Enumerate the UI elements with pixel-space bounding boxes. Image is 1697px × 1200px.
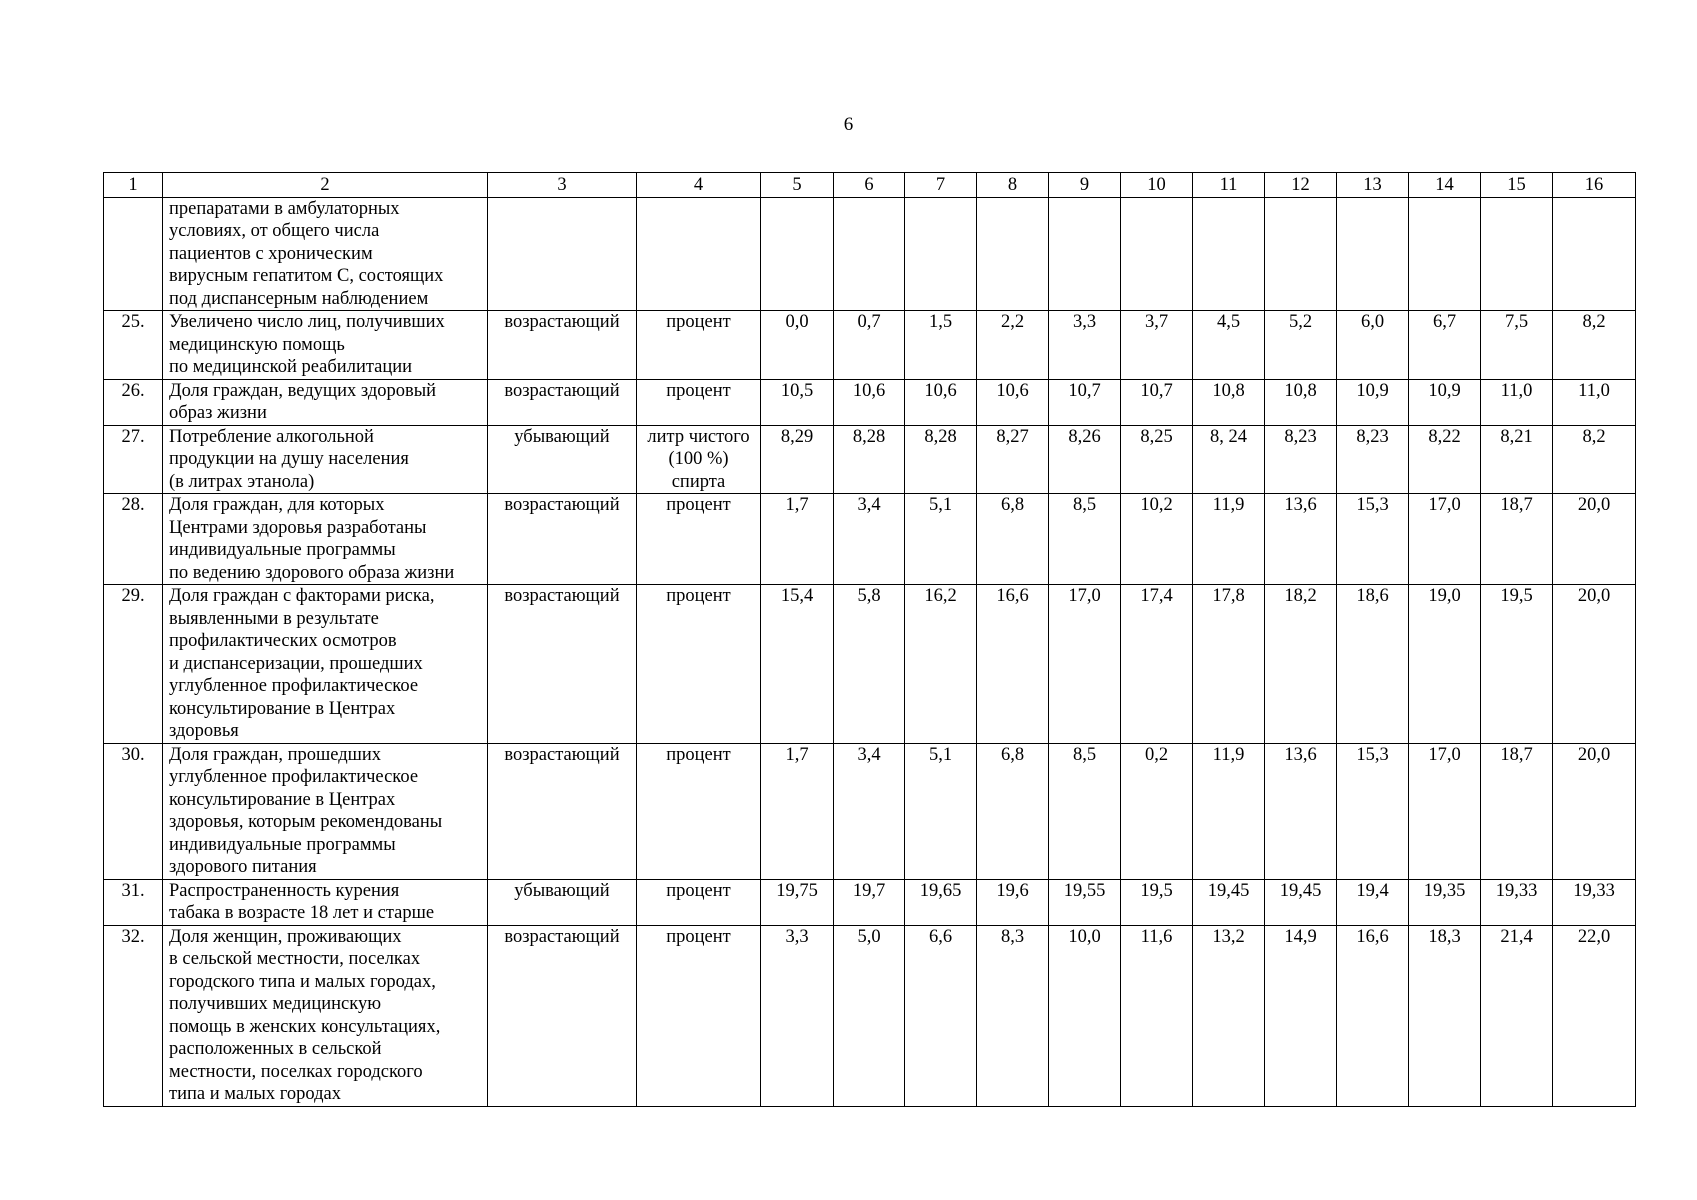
value-cell-col-13: 6,0	[1337, 311, 1409, 380]
indicator-unit-line: процент	[666, 312, 731, 332]
value-cell-col-7: 16,2	[905, 585, 977, 744]
indicator-direction: убывающий	[488, 879, 637, 925]
indicator-name	[163, 311, 488, 380]
value-cell-col-15: 18,7	[1481, 494, 1553, 585]
value-cell-col-8: 8,27	[977, 425, 1049, 494]
indicator-name-line: здорового питания	[169, 857, 317, 877]
indicator-name-line: пациентов с хроническим	[169, 243, 373, 264]
column-header-6: 6	[834, 173, 905, 198]
table-row	[104, 925, 1636, 1106]
indicator-unit	[637, 925, 761, 1106]
value-cell-col-11: 11,9	[1193, 743, 1265, 879]
table-row	[104, 311, 1636, 380]
row-number: 26.	[104, 379, 163, 425]
value-cell-col-12: 10,8	[1265, 379, 1337, 425]
value-cell-col-15: 7,5	[1481, 311, 1553, 380]
value-cell-col-8: 6,8	[977, 494, 1049, 585]
indicator-name	[163, 197, 488, 311]
value-cell-col-5: 3,3	[761, 925, 834, 1106]
column-header-7: 7	[905, 173, 977, 198]
value-cell-col-6: 0,7	[834, 311, 905, 380]
value-cell-col-6: 5,0	[834, 925, 905, 1106]
indicator-unit	[637, 197, 761, 311]
value-cell-col-13: 10,9	[1337, 379, 1409, 425]
value-cell-col-14: 17,0	[1409, 743, 1481, 879]
indicator-name-line: Доля женщин, проживающих	[169, 926, 402, 947]
value-cell-col-6	[834, 197, 905, 311]
value-cell-col-5: 1,7	[761, 494, 834, 585]
indicator-direction: возрастающий	[488, 925, 637, 1106]
value-cell-col-8: 10,6	[977, 379, 1049, 425]
indicator-name-line: Увеличено число лиц, получивших	[169, 312, 445, 332]
value-cell-col-6: 8,28	[834, 425, 905, 494]
value-cell-col-7: 10,6	[905, 379, 977, 425]
value-cell-col-12: 18,2	[1265, 585, 1337, 744]
value-cell-col-10: 8,25	[1121, 425, 1193, 494]
indicator-name-line: расположенных в сельской	[169, 1039, 382, 1059]
indicator-unit	[637, 311, 761, 380]
column-header-16: 16	[1553, 173, 1636, 198]
value-cell-col-15: 11,0	[1481, 379, 1553, 425]
value-cell-col-15	[1481, 197, 1553, 311]
table-row	[104, 197, 1636, 311]
value-cell-col-16: 11,0	[1553, 379, 1636, 425]
value-cell-col-16: 20,0	[1553, 743, 1636, 879]
indicator-unit-line: спирта	[671, 471, 726, 492]
indicator-name-line: консультирование в Центрах	[169, 789, 396, 810]
value-cell-col-9: 17,0	[1049, 585, 1121, 744]
indicator-unit	[637, 879, 761, 925]
value-cell-col-12: 8,23	[1265, 425, 1337, 494]
value-cell-col-13: 19,4	[1337, 879, 1409, 925]
value-cell-col-11: 4,5	[1193, 311, 1265, 380]
indicator-name	[163, 879, 488, 925]
indicator-name-line: Доля граждан, для которых	[169, 495, 385, 515]
indicator-name-line: местности, поселках городского	[169, 1061, 423, 1082]
value-cell-col-11: 13,2	[1193, 925, 1265, 1106]
table-row	[104, 879, 1636, 925]
indicator-name-line: Доля граждан, прошедших	[169, 744, 382, 765]
value-cell-col-13: 18,6	[1337, 585, 1409, 744]
indicators-table	[103, 172, 1636, 1107]
row-number: 30.	[104, 743, 163, 879]
indicator-name-line: и диспансеризации, прошедших	[169, 653, 423, 674]
indicator-name-line: медицинскую помощь	[169, 334, 345, 355]
value-cell-col-15: 19,5	[1481, 585, 1553, 744]
value-cell-col-9	[1049, 197, 1121, 311]
value-cell-col-10: 19,5	[1121, 879, 1193, 925]
value-cell-col-5: 8,29	[761, 425, 834, 494]
indicator-direction: убывающий	[488, 425, 637, 494]
indicator-direction: возрастающий	[488, 311, 637, 380]
indicator-name-line: образ жизни	[169, 403, 267, 423]
value-cell-col-10	[1121, 197, 1193, 311]
value-cell-col-15: 19,33	[1481, 879, 1553, 925]
value-cell-col-12: 13,6	[1265, 494, 1337, 585]
value-cell-col-14: 10,9	[1409, 379, 1481, 425]
indicator-name-line: профилактических осмотров	[169, 631, 397, 651]
indicator-direction: возрастающий	[488, 585, 637, 744]
value-cell-col-12: 13,6	[1265, 743, 1337, 879]
indicator-name-line: углубленное профилактическое	[169, 767, 419, 787]
value-cell-col-11: 8, 24	[1193, 425, 1265, 494]
value-cell-col-6: 19,7	[834, 879, 905, 925]
column-header-3: 3	[488, 173, 637, 198]
indicator-direction	[488, 197, 637, 311]
table-row	[104, 585, 1636, 744]
value-cell-col-9: 8,5	[1049, 743, 1121, 879]
value-cell-col-10: 10,7	[1121, 379, 1193, 425]
indicator-unit	[637, 494, 761, 585]
value-cell-col-12: 14,9	[1265, 925, 1337, 1106]
value-cell-col-10: 0,2	[1121, 743, 1193, 879]
row-number: 31.	[104, 879, 163, 925]
indicator-direction: возрастающий	[488, 379, 637, 425]
indicator-unit	[637, 743, 761, 879]
indicator-unit-line: процент	[666, 880, 731, 901]
row-number	[104, 197, 163, 311]
indicator-unit-line: процент	[666, 380, 731, 401]
column-header-2: 2	[163, 173, 488, 198]
indicator-name-line: Доля граждан с факторами риска,	[169, 586, 435, 606]
value-cell-col-6: 5,8	[834, 585, 905, 744]
value-cell-col-12	[1265, 197, 1337, 311]
indicator-name-line: индивидуальные программы	[169, 540, 396, 560]
row-number: 25.	[104, 311, 163, 380]
indicator-name-line: типа и малых городах	[169, 1084, 341, 1104]
value-cell-col-14: 6,7	[1409, 311, 1481, 380]
value-cell-col-13: 15,3	[1337, 494, 1409, 585]
indicator-name-line: выявленными в результате	[169, 608, 379, 629]
value-cell-col-11: 19,45	[1193, 879, 1265, 925]
value-cell-col-8: 19,6	[977, 879, 1049, 925]
value-cell-col-6: 10,6	[834, 379, 905, 425]
row-number: 27.	[104, 425, 163, 494]
value-cell-col-5: 1,7	[761, 743, 834, 879]
indicator-name-line: здоровья, которым рекомендованы	[169, 812, 443, 832]
indicator-unit	[637, 425, 761, 494]
indicator-name-line: препаратами в амбулаторных	[169, 198, 400, 219]
value-cell-col-8: 6,8	[977, 743, 1049, 879]
value-cell-col-14: 8,22	[1409, 425, 1481, 494]
value-cell-col-7: 19,65	[905, 879, 977, 925]
row-number: 29.	[104, 585, 163, 744]
value-cell-col-16	[1553, 197, 1636, 311]
value-cell-col-16: 8,2	[1553, 311, 1636, 380]
indicator-name-line: условиях, от общего числа	[169, 221, 380, 241]
indicator-name-line: Распространенность курения	[169, 880, 400, 901]
value-cell-col-14	[1409, 197, 1481, 311]
value-cell-col-13: 16,6	[1337, 925, 1409, 1106]
value-cell-col-8: 16,6	[977, 585, 1049, 744]
indicator-name-line: углубленное профилактическое	[169, 676, 419, 696]
indicator-name-line: получивших медицинскую	[169, 994, 382, 1014]
value-cell-col-12: 5,2	[1265, 311, 1337, 380]
value-cell-col-11: 10,8	[1193, 379, 1265, 425]
indicator-name-line: индивидуальные программы	[169, 834, 396, 855]
column-header-8: 8	[977, 173, 1049, 198]
indicator-name	[163, 925, 488, 1106]
value-cell-col-14: 17,0	[1409, 494, 1481, 585]
indicator-name	[163, 425, 488, 494]
indicator-direction: возрастающий	[488, 743, 637, 879]
indicator-unit	[637, 585, 761, 744]
value-cell-col-5: 0,0	[761, 311, 834, 380]
indicator-name-line: продукции на душу населения	[169, 449, 409, 469]
indicator-name-line: Потребление алкогольной	[169, 426, 374, 447]
indicator-name-line: под диспансерным наблюдением	[169, 288, 429, 309]
value-cell-col-14: 19,35	[1409, 879, 1481, 925]
indicator-direction: возрастающий	[488, 494, 637, 585]
value-cell-col-8: 8,3	[977, 925, 1049, 1106]
value-cell-col-9: 10,0	[1049, 925, 1121, 1106]
value-cell-col-5: 15,4	[761, 585, 834, 744]
value-cell-col-16: 22,0	[1553, 925, 1636, 1106]
column-header-13: 13	[1337, 173, 1409, 198]
indicator-name-line: (в литрах этанола)	[169, 471, 315, 492]
indicator-unit-line: процент	[666, 495, 731, 515]
table-header-row	[104, 173, 1636, 198]
value-cell-col-9: 8,26	[1049, 425, 1121, 494]
value-cell-col-7	[905, 197, 977, 311]
value-cell-col-14: 18,3	[1409, 925, 1481, 1106]
page-number: 6	[843, 114, 854, 135]
indicator-name-line: по медицинской реабилитации	[169, 357, 413, 377]
value-cell-col-11	[1193, 197, 1265, 311]
value-cell-col-14: 19,0	[1409, 585, 1481, 744]
indicator-name	[163, 494, 488, 585]
indicator-name-line: в сельской местности, поселках	[169, 949, 421, 969]
column-header-15: 15	[1481, 173, 1553, 198]
indicator-unit-line: литр чистого	[647, 426, 750, 447]
value-cell-col-15: 18,7	[1481, 743, 1553, 879]
table-row	[104, 743, 1636, 879]
column-header-10: 10	[1121, 173, 1193, 198]
indicator-name	[163, 743, 488, 879]
value-cell-col-9: 10,7	[1049, 379, 1121, 425]
indicator-name-line: Доля граждан, ведущих здоровый	[169, 380, 437, 401]
column-header-9: 9	[1049, 173, 1121, 198]
indicator-name	[163, 379, 488, 425]
value-cell-col-10: 17,4	[1121, 585, 1193, 744]
value-cell-col-5: 19,75	[761, 879, 834, 925]
column-header-4: 4	[637, 173, 761, 198]
value-cell-col-7: 5,1	[905, 494, 977, 585]
value-cell-col-13: 8,23	[1337, 425, 1409, 494]
row-number: 32.	[104, 925, 163, 1106]
indicator-name-line: городского типа и малых городах,	[169, 971, 436, 992]
value-cell-col-8: 2,2	[977, 311, 1049, 380]
value-cell-col-15: 8,21	[1481, 425, 1553, 494]
value-cell-col-16: 19,33	[1553, 879, 1636, 925]
value-cell-col-7: 6,6	[905, 925, 977, 1106]
value-cell-col-9: 8,5	[1049, 494, 1121, 585]
value-cell-col-7: 8,28	[905, 425, 977, 494]
indicator-unit-line: (100 %)	[668, 449, 729, 469]
value-cell-col-5: 10,5	[761, 379, 834, 425]
column-header-11: 11	[1193, 173, 1265, 198]
indicator-name-line: консультирование в Центрах	[169, 698, 396, 719]
value-cell-col-5	[761, 197, 834, 311]
value-cell-col-7: 5,1	[905, 743, 977, 879]
indicator-name-line: Центрами здоровья разработаны	[169, 517, 427, 538]
column-header-5: 5	[761, 173, 834, 198]
value-cell-col-9: 3,3	[1049, 311, 1121, 380]
column-header-14: 14	[1409, 173, 1481, 198]
value-cell-col-6: 3,4	[834, 743, 905, 879]
indicator-unit-line: процент	[666, 586, 731, 606]
indicator-name	[163, 585, 488, 744]
value-cell-col-13	[1337, 197, 1409, 311]
value-cell-col-12: 19,45	[1265, 879, 1337, 925]
value-cell-col-11: 11,9	[1193, 494, 1265, 585]
value-cell-col-11: 17,8	[1193, 585, 1265, 744]
table-row	[104, 494, 1636, 585]
value-cell-col-15: 21,4	[1481, 925, 1553, 1106]
row-number: 28.	[104, 494, 163, 585]
indicator-name-line: вирусным гепатитом С, состоящих	[169, 266, 444, 286]
indicator-unit	[637, 379, 761, 425]
indicator-name-line: по ведению здорового образа жизни	[169, 562, 455, 583]
value-cell-col-10: 10,2	[1121, 494, 1193, 585]
table-row	[104, 379, 1636, 425]
value-cell-col-10: 3,7	[1121, 311, 1193, 380]
column-header-1: 1	[104, 173, 163, 198]
value-cell-col-16: 20,0	[1553, 585, 1636, 744]
indicator-unit-line: процент	[666, 926, 731, 947]
value-cell-col-10: 11,6	[1121, 925, 1193, 1106]
value-cell-col-9: 19,55	[1049, 879, 1121, 925]
value-cell-col-6: 3,4	[834, 494, 905, 585]
indicator-name-line: помощь в женских консультациях,	[169, 1016, 441, 1037]
table-row	[104, 425, 1636, 494]
indicator-name-line: табака в возрасте 18 лет и старше	[169, 903, 435, 923]
column-header-12: 12	[1265, 173, 1337, 198]
value-cell-col-7: 1,5	[905, 311, 977, 380]
value-cell-col-13: 15,3	[1337, 743, 1409, 879]
indicator-unit-line: процент	[666, 744, 731, 765]
value-cell-col-16: 8,2	[1553, 425, 1636, 494]
value-cell-col-16: 20,0	[1553, 494, 1636, 585]
value-cell-col-8	[977, 197, 1049, 311]
indicator-name-line: здоровья	[169, 721, 239, 741]
